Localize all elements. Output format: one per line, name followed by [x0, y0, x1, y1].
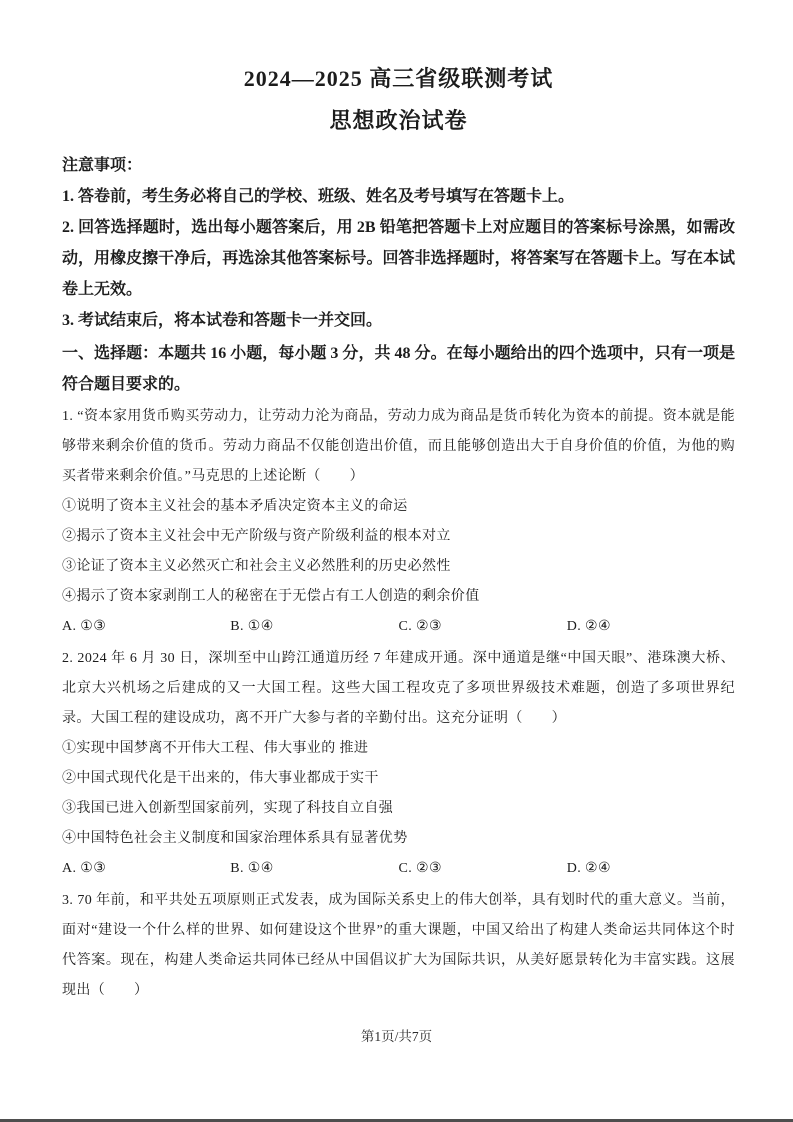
question-1-choice-a: A. ①③: [62, 619, 107, 634]
notice-item-2: 2. 回答选择题时，选出每小题答案后，用 2B 铅笔把答题卡上对应题目的答案标号涂黑，如需改动，用橡皮擦干净后，再选涂其他答案标号。回答非选择题时，将答案写在答题卡上。写在本试卷上无效。: [62, 219, 735, 298]
question-1-choice-b: B. ①④: [230, 619, 274, 634]
question-2: [62, 644, 735, 884]
notice-item-3: 3. 考试结束后，将本试卷和答题卡一并交回。: [62, 312, 383, 329]
question-2-statement-2: ②中国式现代化是干出来的，伟大事业都成于实干: [62, 771, 379, 786]
question-1-statement-3: ③论证了资本主义必然灭亡和社会主义必然胜利的历史必然性: [62, 559, 451, 574]
question-2-stem: 2. 2024 年 6 月 30 日，深圳至中山跨江通道历经 7 年建成开通。深中通道是继“中国天眼”、港珠澳大桥、北京大兴机场之后建成的又一大国工程。这些大国工程攻克了多项世界级技术难题，创造了多项世界纪录。大国工程的建设成功，离不开广大参与者的辛勤付出。这充分证明（ ）: [62, 651, 735, 726]
notices-block: [62, 150, 735, 336]
question-1: [62, 402, 735, 642]
exam-title: 2024—2025 高三省级联测考试: [243, 66, 554, 91]
page-number-footer: 第1页/共7页: [360, 1029, 433, 1044]
question-1-stem: 1. “资本家用货币购买劳动力，让劳动力沦为商品，劳动力成为商品是货币转化为资本的前提。资本就是能够带来剩余价值的货币。劳动力商品不仅能创造出价值，而且能够创造出大于自身价值的价值，为他的购买者带来剩余价值。”马克思的上述论断（ ）: [62, 409, 735, 484]
question-1-statement-2: ②揭示了资本主义社会中无产阶级与资产阶级利益的根本对立: [62, 529, 451, 544]
question-2-statement-1: ①实现中国梦离不开伟大工程、伟大事业的 推进: [62, 741, 369, 756]
question-1-choice-c: C. ②③: [398, 619, 442, 634]
question-2-choice-a: A. ①③: [62, 861, 107, 876]
question-1-choice-d: D. ②④: [566, 619, 611, 634]
question-1-choices: [62, 612, 735, 642]
section-heading: 一、选择题：本题共 16 小题，每小题 3 分，共 48 分。在每小题给出的四个选项中，只有一项是符合题目要求的。: [62, 345, 735, 393]
question-2-statement-4: ④中国特色社会主义制度和国家治理体系具有显著优势: [62, 831, 408, 846]
question-3: [62, 886, 735, 1006]
question-2-choice-d: D. ②④: [566, 861, 611, 876]
question-2-choices: [62, 854, 735, 884]
question-1-statement-4: ④揭示了资本家剥削工人的秘密在于无偿占有工人创造的剩余价值: [62, 589, 480, 604]
notice-item-1: 1. 答卷前，考生务必将自己的学校、班级、姓名及考号填写在答题卡上。: [62, 188, 575, 205]
question-2-choice-b: B. ①④: [230, 861, 274, 876]
question-2-statement-3: ③我国已进入创新型国家前列，实现了科技自立自强: [62, 801, 394, 816]
question-1-statement-1: ①说明了资本主义社会的基本矛盾决定资本主义的命运: [62, 499, 408, 514]
question-3-stem: 3. 70 年前，和平共处五项原则正式发表，成为国际关系史上的伟大创举，具有划时代的重大意义。当前，面对“建设一个什么样的世界、如何建设这个世界”的重大课题，中国又给出了构建人类命运共同体这个时代答案。现在，构建人类命运共同体已经从中国倡议扩大为国际共识，从美好愿景转化为丰富实践。这展现出（ ）: [62, 893, 735, 998]
notices-heading: 注意事项：: [62, 157, 143, 174]
question-2-choice-c: C. ②③: [398, 861, 442, 876]
exam-subtitle: 思想政治试卷: [329, 108, 468, 133]
